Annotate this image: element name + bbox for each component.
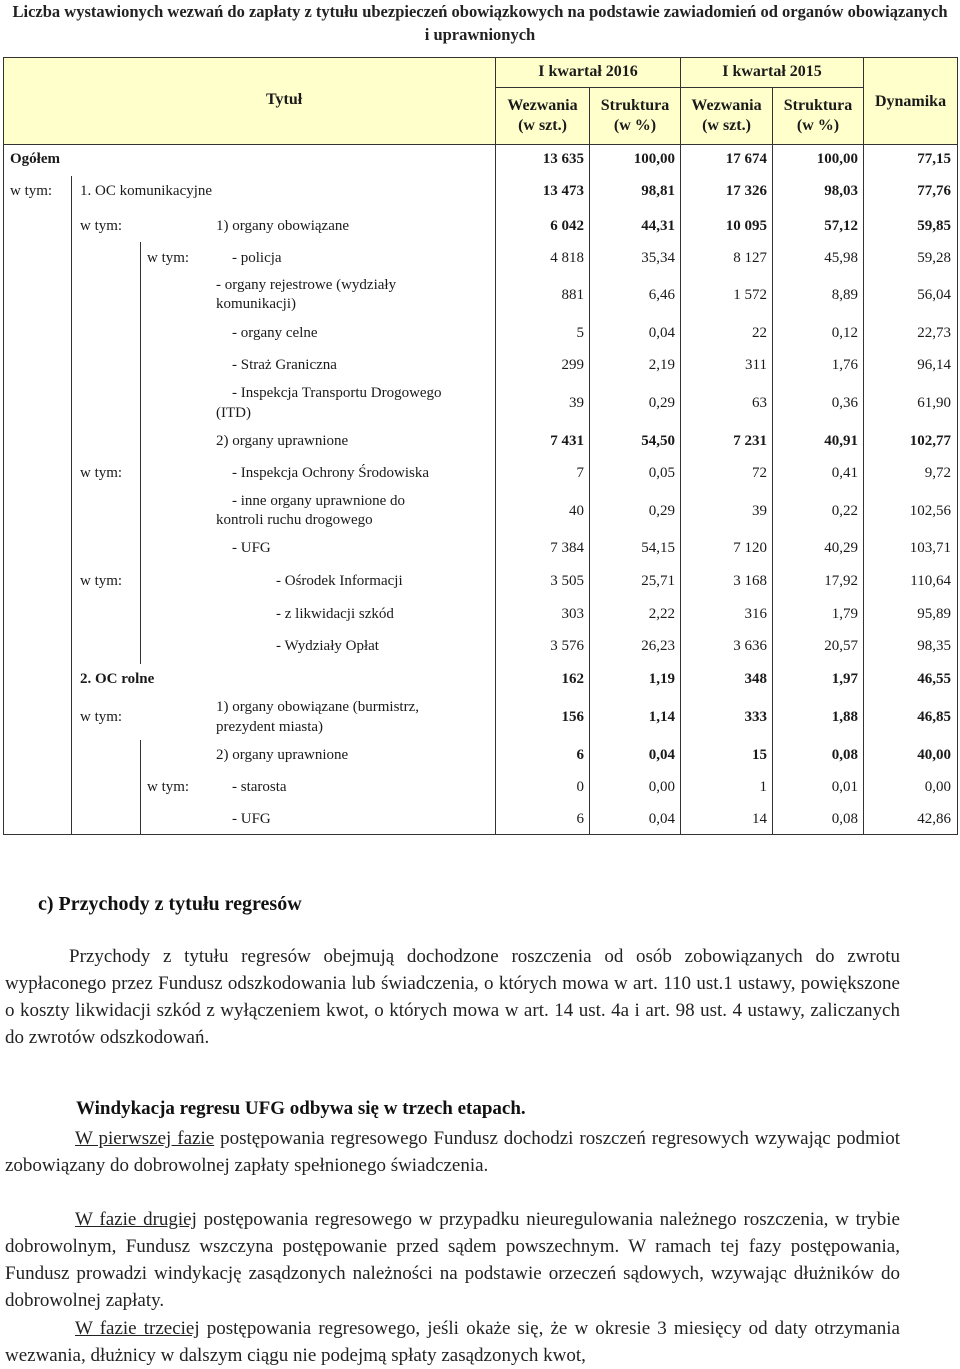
header-wezwania-2015: Wezwania <box>691 97 762 114</box>
row-label: - UFG <box>232 811 271 827</box>
table-cell: 0,12 <box>831 325 858 341</box>
table-cell: 299 <box>561 357 584 373</box>
table-cell: 0,08 <box>831 811 858 827</box>
row-label: 2. OC rolne <box>80 671 155 687</box>
table-cell: 0,00 <box>924 779 951 795</box>
wtym-label: w tym: <box>147 250 190 266</box>
table-cell: 0,04 <box>648 747 675 763</box>
table-cell: 1,79 <box>831 606 858 622</box>
table-cell: 42,86 <box>917 811 951 827</box>
table-cell: 40,91 <box>824 433 858 449</box>
table-cell: 0,04 <box>648 811 675 827</box>
table-cell: 333 <box>744 709 767 725</box>
phase-2-underlined: W fazie drugiej <box>75 1209 197 1230</box>
row-label-cont: komunikacji) <box>216 296 296 312</box>
row-label: - z likwidacji szkód <box>276 606 394 622</box>
header-struktura-unit-2015: (w %) <box>796 117 840 134</box>
paragraph-regresy: Przychody z tytułu regresów obejmują dochodzone roszczenia od osób zobowiązanych do zwrotu wypłaconego przez Fundusz odszkodowania lub świadczenia, o których mowa w art. 110 ust.1 ustawy, powiększone o koszty likwidacji szkód z wyłączeniem kwot, o których mowa w art. 14 ust. 4a i art. 98 ust. 4 ustawy, zaliczanych do zwrotów odszkodowań. <box>5 946 900 1048</box>
table-cell: 17 674 <box>725 151 767 167</box>
table-cell: 1,19 <box>648 671 675 687</box>
table-right-border <box>957 57 958 835</box>
table-cell: 95,89 <box>917 606 951 622</box>
wtym-label: w tym: <box>10 183 53 199</box>
row-label: 2) organy uprawnione <box>216 433 349 449</box>
table-cell: 98,35 <box>917 638 951 654</box>
table-cell: 0,01 <box>831 779 858 795</box>
table-cell: 100,00 <box>816 151 858 167</box>
table-cell: 0,29 <box>648 503 675 519</box>
table-cell: 57,12 <box>824 218 858 234</box>
wtym-label: w tym: <box>80 465 123 481</box>
header-struktura-2015: Struktura <box>783 97 853 114</box>
table-cell: 303 <box>561 606 584 622</box>
table-cell: 6 <box>576 811 584 827</box>
row-label: 1) organy obowiązane <box>216 218 350 234</box>
table-cell: 8,89 <box>831 287 858 303</box>
paragraph-phase-2 <box>5 1206 900 1314</box>
table-cell: 0,00 <box>648 779 675 795</box>
table-cell: 26,23 <box>641 638 675 654</box>
table-cell: 0 <box>576 779 584 795</box>
table-top-border <box>3 57 958 58</box>
table-cell: 39 <box>752 503 767 519</box>
table-cell: 20,57 <box>824 638 858 654</box>
wtym-label: w tym: <box>80 573 123 589</box>
phase-1-underlined: W pierwszej fazie <box>75 1128 215 1149</box>
row-label: 1) organy obowiązane (burmistrz, <box>216 699 419 715</box>
table-cell: 3 576 <box>550 638 584 654</box>
table-cell: 2,22 <box>648 606 675 622</box>
table-cell: 46,55 <box>917 671 951 687</box>
table-cell: 46,85 <box>917 709 951 725</box>
row-label: - Straż Graniczna <box>232 357 337 373</box>
table-cell: 0,08 <box>831 747 858 763</box>
row-label: 2) organy uprawnione <box>216 747 349 763</box>
table-cell: 4 818 <box>550 250 584 266</box>
table-cell: 14 <box>752 811 767 827</box>
table-cell: 1 <box>759 779 767 795</box>
table-cell: 0,41 <box>831 465 858 481</box>
table-cell: 17 326 <box>725 183 767 199</box>
header-struktura-unit-2016: (w %) <box>613 117 657 134</box>
table-cell: 316 <box>744 606 767 622</box>
row-label-cont: (ITD) <box>216 405 251 421</box>
table-cell: 40,29 <box>824 540 858 556</box>
header-struktura-2016: Struktura <box>600 97 670 114</box>
table-cell: 59,28 <box>917 250 951 266</box>
row-label: - UFG <box>232 540 271 556</box>
table-cell: 1,97 <box>831 671 858 687</box>
indent-line-1 <box>71 176 72 835</box>
table-cell: 59,85 <box>917 218 951 234</box>
row-label: - organy rejestrowe (wydziały <box>216 277 397 293</box>
table-cell: 7 384 <box>550 540 584 556</box>
table-cell: 10 095 <box>725 218 767 234</box>
header-q2016: I kwartał 2016 <box>538 63 638 80</box>
table-cell: 72 <box>752 465 767 481</box>
table-cell: 7 <box>576 465 584 481</box>
table-cell: 103,71 <box>909 540 951 556</box>
table-cell: 7 231 <box>733 433 767 449</box>
table-cell: 77,76 <box>917 183 951 199</box>
table-cell: 3 168 <box>733 573 767 589</box>
table-title: Liczba wystawionych wezwań do zapłaty z tytułu ubezpieczeń obowiązkowych na podstawie zawiadomień od organów obowiązanych i uprawnionych <box>12 2 948 44</box>
table-cell: 2,19 <box>648 357 675 373</box>
table-cell: 45,98 <box>824 250 858 266</box>
phase-1-text: postępowania regresowego Fundusz dochodzi roszczeń regresowych wzywając podmiot zobowiązany do dobrowolnej zapłaty spełnionego świadczenia. <box>5 1128 900 1176</box>
header-dynamika: Dynamika <box>874 93 947 110</box>
table-cell: 7 120 <box>733 540 767 556</box>
table-cell: 61,90 <box>917 395 951 411</box>
wtym-label: w tym: <box>147 779 190 795</box>
table-cell: 0,29 <box>648 395 675 411</box>
row-label-cont: kontroli ruchu drogowego <box>216 512 373 528</box>
table-cell: 162 <box>561 671 584 687</box>
row-label: - Inspekcja Ochrony Środowiska <box>232 465 430 481</box>
table-cell: 56,04 <box>917 287 951 303</box>
table-cell: 54,15 <box>641 540 675 556</box>
header-q2015: I kwartał 2015 <box>722 63 822 80</box>
bold-line: Windykacja regresu UFG odbywa się w trzech etapach. <box>76 1098 526 1119</box>
table-cell: 40 <box>569 503 584 519</box>
row-label: - policja <box>232 250 282 266</box>
table-cell: 100,00 <box>633 151 675 167</box>
row-label: - Wydziały Opłat <box>276 638 379 654</box>
row-label: - Ośrodek Informacji <box>276 573 403 589</box>
table-cell: 0,05 <box>648 465 675 481</box>
header-bottom-border <box>3 144 958 145</box>
table-cell: 311 <box>745 357 767 373</box>
table-cell: 63 <box>752 395 767 411</box>
table-cell: 0,22 <box>831 503 858 519</box>
table-cell: 22 <box>752 325 767 341</box>
table-cell: 0,04 <box>648 325 675 341</box>
wtym-label: w tym: <box>80 218 123 234</box>
table-cell: 3 505 <box>550 573 584 589</box>
table-cell: 6 <box>576 747 584 763</box>
table-cell: 8 127 <box>733 250 767 266</box>
table-cell: 15 <box>752 747 767 763</box>
table-cell: 3 636 <box>733 638 767 654</box>
table-cell: 98,03 <box>824 183 858 199</box>
header-wezwania-unit-2015: (w szt.) <box>702 117 751 134</box>
indent-line-2 <box>140 242 141 664</box>
table-cell: 98,81 <box>641 183 675 199</box>
table-cell: 7 431 <box>550 433 584 449</box>
table-cell: 102,56 <box>909 503 951 519</box>
table-cell: 9,72 <box>924 465 951 481</box>
table-cell: 156 <box>561 709 584 725</box>
table-cell: 348 <box>744 671 767 687</box>
table-cell: 1,14 <box>648 709 675 725</box>
header-subdivider <box>495 87 863 88</box>
table-cell: 5 <box>576 325 584 341</box>
table-cell: 6 042 <box>550 218 584 234</box>
table-cell: 44,31 <box>641 218 675 234</box>
table-cell: 1 572 <box>733 287 767 303</box>
paragraph-phase-3 <box>5 1315 900 1369</box>
table-cell: 39 <box>569 395 584 411</box>
table-bottom-border <box>3 834 958 835</box>
phase-3-underlined: W fazie trzeciej <box>75 1318 200 1339</box>
table-cell: 40,00 <box>917 747 951 763</box>
table-cell: 17,92 <box>824 573 858 589</box>
header-wezwania-2016: Wezwania <box>507 97 578 114</box>
table-cell: 6,46 <box>648 287 675 303</box>
row-label: - starosta <box>232 779 287 795</box>
table-cell: 25,71 <box>641 573 675 589</box>
table-cell: 13 635 <box>542 151 584 167</box>
table-cell: 13 473 <box>542 183 584 199</box>
row-label: - organy celne <box>232 325 318 341</box>
row-label: 1. OC komunikacyjne <box>80 183 213 199</box>
table-cell: 96,14 <box>917 357 951 373</box>
header-wezwania-unit-2016: (w szt.) <box>518 117 567 134</box>
table-cell: 881 <box>561 287 584 303</box>
table-cell: 110,64 <box>910 573 951 589</box>
row-label: - Inspekcja Transportu Drogowego <box>232 385 442 401</box>
table-cell: 1,76 <box>831 357 858 373</box>
wtym-label: w tym: <box>80 709 123 725</box>
table-cell: 22,73 <box>917 325 951 341</box>
paragraph-phase-1 <box>5 1125 900 1179</box>
header-tytul: Tytuł <box>266 91 303 108</box>
row-label: Ogółem <box>10 151 60 167</box>
table-cell: 54,50 <box>641 433 675 449</box>
table-cell: 35,34 <box>641 250 675 266</box>
phase-3-text: postępowania regresowego, jeśli okaże się, że w okresie 3 miesięcy od daty otrzymania wezwania, dłużnicy w dalszym ciągu nie podejmą spłaty zasądzonych kwot, <box>5 1318 900 1366</box>
table-cell: 102,77 <box>909 433 951 449</box>
row-label: - inne organy uprawnione do <box>232 493 406 509</box>
phase-2-text: postępowania regresowego w przypadku nieuregulowania należnego roszczenia, w trybie dobrowolnym, Fundusz wszczyna postępowanie przed sądem powszechnym. W ramach tej fazy postępowania, Fundusz prowadzi windykację zasądzonych należności na podstawie orzeczeń sądowych, wzywając dłużników do dobrowolnej zapłaty. <box>5 1209 900 1311</box>
table-cell: 0,36 <box>831 395 858 411</box>
table-left-border <box>3 57 4 835</box>
indent-line-3 <box>140 740 141 835</box>
table-cell: 1,88 <box>831 709 858 725</box>
section-heading: c) Przychody z tytułu regresów <box>38 893 302 915</box>
row-label-cont: prezydent miasta) <box>216 719 324 735</box>
table-cell: 77,15 <box>917 151 951 167</box>
